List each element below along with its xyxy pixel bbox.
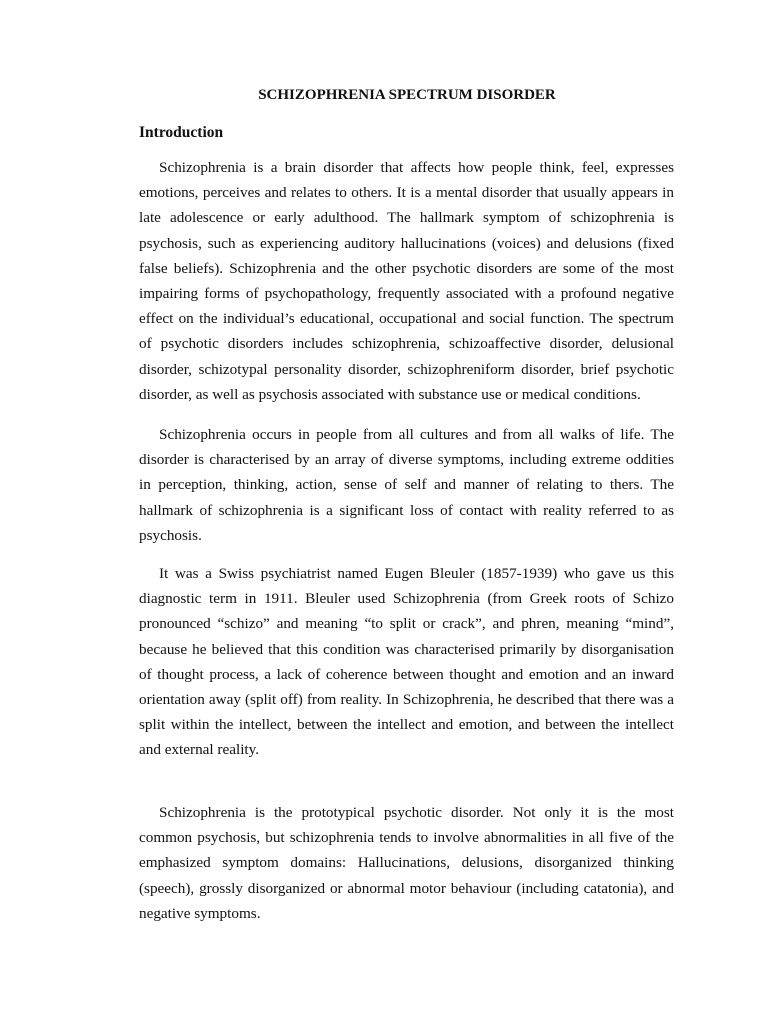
paragraph-3: It was a Swiss psychiatrist named Eugen Bleuler (1857-1939) who gave us this diagnostic term in 1911. Bleuler used Schizophrenia (from Greek roots of Schizo pronounced “schizo” and meaning “to split or crack”, and phren, meaning “mind”, because he believed that this condition was characterised primarily by disorganisation of thought process, a lack of coherence between thought and emotion and an inward orientation away (split off) from reality. In Schizophrenia, he described that there was a split within the intellect, between the intellect and emotion, and between the intellect and external reality. (139, 565, 674, 759)
document-title: SCHIZOPHRENIA SPECTRUM DISORDER (258, 87, 556, 103)
paragraph-4: Schizophrenia is the prototypical psychotic disorder. Not only it is the most common psychosis, but schizophrenia tends to involve abnormalities in all five of the emphasized symptom domains: Hallucinations, delusions, disorganized thinking (speech), grossly disorganized or abnormal motor behaviour (including catatonia), and negative symptoms. (139, 804, 674, 922)
paragraph-1: Schizophrenia is a brain disorder that affects how people think, feel, expresses emotions, perceives and relates to others. It is a mental disorder that usually appears in late adolescence or early adulthood. The hallmark symptom of schizophrenia is psychosis, such as experiencing auditory hallucinations (voices) and delusions (fixed false beliefs). Schizophrenia and the other psychotic disorders are some of the most impairing forms of psychopathology, frequently associated with a profound negative effect on the individual’s educational, occupational and social function. The spectrum of psychotic disorders includes schizophrenia, schizoaffective disorder, delusional disorder, schizotypal personality disorder, schizophreniform disorder, brief psychotic disorder, as well as psychosis associated with substance use or medical conditions. (139, 159, 674, 403)
section-heading-introduction: Introduction (139, 124, 224, 141)
paragraph-2: Schizophrenia occurs in people from all cultures and from all walks of life. The disorder is characterised by an array of diverse symptoms, including extreme oddities in perception, thinking, action, sense of self and manner of relating to thers. The hallmark of schizophrenia is a significant loss of contact with reality referred to as psychosis. (139, 426, 674, 544)
